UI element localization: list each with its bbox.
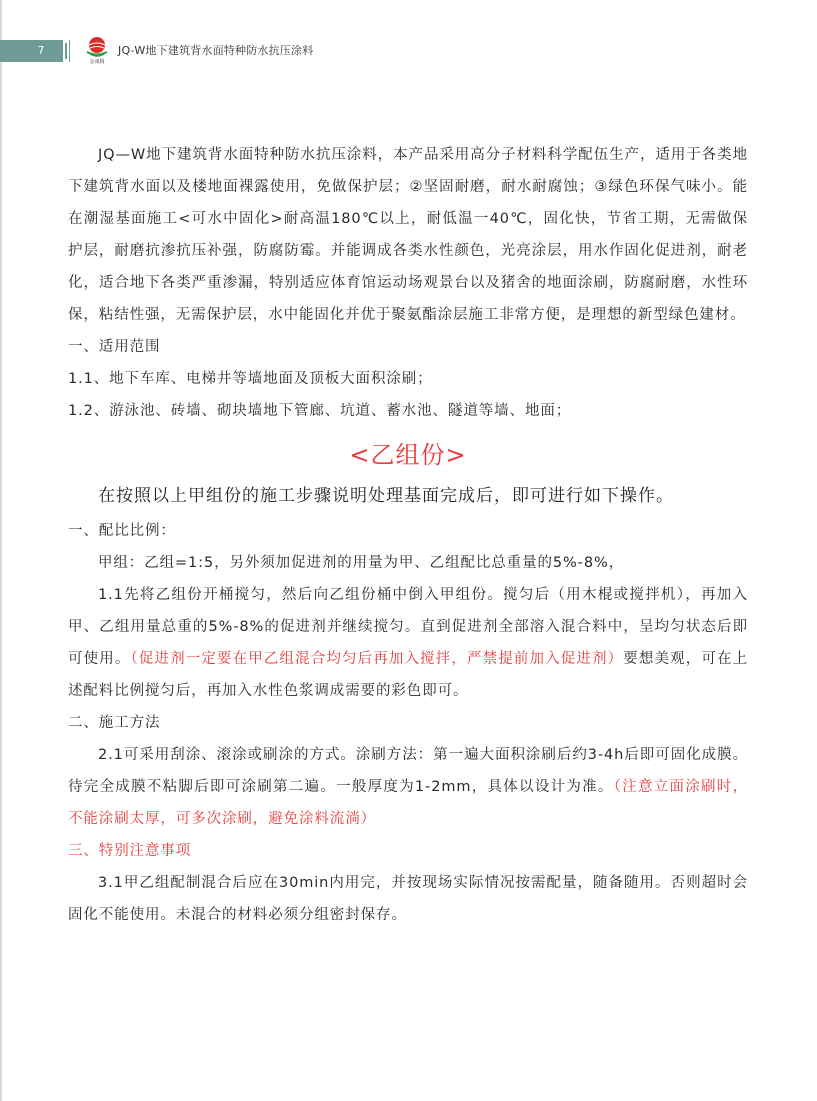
page-edge-rule: [0, 0, 2, 1101]
page-header: [0, 36, 817, 66]
page-number-tab: [0, 40, 62, 62]
part-b-title: <乙组份>: [349, 441, 467, 469]
ratio-heading: 一、配比比例：: [68, 523, 176, 539]
method-heading: 二、施工方法: [68, 715, 161, 731]
part-b-lead: 在按照以上甲组份的施工步骤说明处理基面完成后，即可进行如下操作。: [98, 486, 674, 506]
company-logo: [84, 36, 110, 66]
step-1-1-tail: 要想美观，可在上述配料比例搅匀后，再加入水性色浆调成需要的彩色即可。: [68, 651, 749, 699]
header-title: JQ-W地下建筑背水面特种防水抗压涂料: [118, 44, 314, 57]
page-number: 7: [37, 44, 45, 57]
step-2-1-warning: （注意立面涂刷时，不能涂刷太厚，可多次涂刷，避免涂料流淌）: [68, 779, 748, 827]
logo-globe-icon: [84, 36, 110, 58]
tab-decoration: [62, 40, 70, 62]
logo-text: 金诚腾: [89, 59, 105, 65]
intro-paragraph: JQ—W地下建筑背水面特种防水抗压涂料，本产品采用高分子材料科学配伍生产，适用于各类地下建筑背水面以及楼地面裸露使用，免做保护层；②坚固耐磨，耐水耐腐蚀；③绿色环保气味小。能在潮湿基面施工<可水中固化>耐高温180℃以上，耐低温一40℃，固化快，节省工期，无需做保护层，耐磨抗渗抗压补强，防腐防霉。并能调成各类水性颜色，光亮涂层，用水作固化促进剂，耐老化，适合地下各类严重渗漏，特别适应体育馆运动场观景台以及猪舍的地面涂刷，防腐耐磨，水性环保，粘结性强，无需保护层，水中能固化并优于聚氨酯涂层施工非常方便，是理想的新型绿色建材。: [68, 147, 748, 323]
scope-item-1-1: 1.1、地下车库、电梯井等墙地面及顶板大面积涂刷；: [68, 371, 433, 387]
step-1-1-warning: （促进剂一定要在甲乙组混合均匀后再加入搅拌，严禁提前加入促进剂）: [130, 651, 624, 667]
document-body: [68, 139, 748, 931]
step-1-1-text: 1.1先将乙组份开桶搅匀，然后向乙组份桶中倒入甲组份。搅匀后（用木棍或搅拌机），再加入甲、乙组用量总重的5%-8%的促进剂并继续搅匀。直到促进剂全部溶入混合料中，呈均匀状态后即可使用。: [68, 587, 748, 667]
step-2-1-paragraph: [68, 739, 748, 835]
ratio-text: 甲组：乙组=1:5，另外须加促进剂的用量为甲、乙组配比总重量的5%-8%，: [98, 555, 625, 571]
notice-heading: 三、特别注意事项: [68, 843, 192, 859]
step-3-1-paragraph: 3.1甲乙组配制混合后应在30min内用完，并按现场实际情况按需配量，随备随用。否则超时会固化不能使用。未混合的材料必须分组密封保存。: [68, 875, 748, 923]
scope-item-1-2: 1.2、游泳池、砖墙、砌块墙地下管廊、坑道、蓄水池、隧道等墙、地面；: [68, 403, 572, 419]
scope-heading: 一、适用范围: [68, 339, 161, 355]
step-1-1-paragraph: [68, 579, 748, 707]
step-2-1-text: 2.1可采用刮涂、滚涂或刷涂的方式。涂刷方法：第一遍大面积涂刷后约3-4h后即可固化成膜。待完全成膜不粘脚后即可涂刷第二遍。一般厚度为1-2mm，具体以设计为准。: [68, 747, 748, 795]
